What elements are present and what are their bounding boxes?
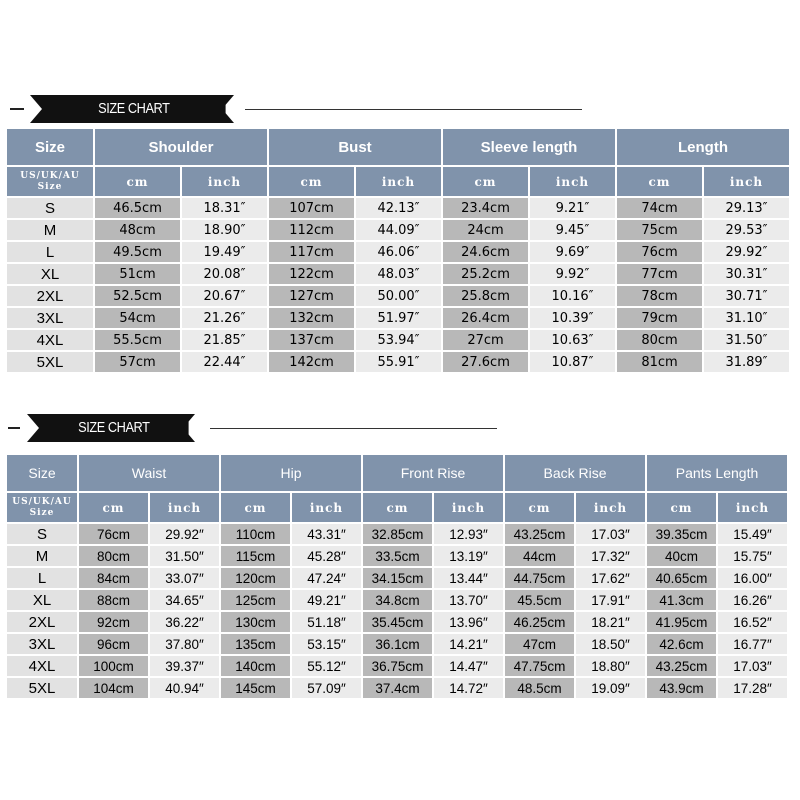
size-region-label: US/UK/AU	[20, 170, 80, 181]
size-header: Size	[7, 455, 77, 491]
inch-value-cell: 22.44″	[182, 352, 267, 372]
cm-value-cell: 104cm	[79, 678, 148, 698]
unit-header: inch	[434, 493, 503, 522]
inch-value-cell: 30.31″	[704, 264, 789, 284]
cm-value-cell: 140cm	[221, 656, 290, 676]
inch-value-cell: 46.06″	[356, 242, 441, 262]
sleeve-length-header: Sleeve length	[443, 129, 615, 165]
cm-value-cell: 81cm	[617, 352, 702, 372]
size-label-cell: 3XL	[7, 308, 93, 328]
inch-value-cell: 9.45″	[530, 220, 615, 240]
unit-header: inch	[704, 167, 789, 196]
inch-value-cell: 16.77″	[718, 634, 787, 654]
inch-value-cell: 29.13″	[704, 198, 789, 218]
inch-value-cell: 30.71″	[704, 286, 789, 306]
inch-value-cell: 31.50″	[150, 546, 219, 566]
cm-value-cell: 77cm	[617, 264, 702, 284]
unit-header: cm	[221, 493, 290, 522]
size-label-cell: XL	[7, 590, 77, 610]
inch-value-cell: 33.07″	[150, 568, 219, 588]
inch-value-cell: 29.92″	[704, 242, 789, 262]
unit-header: cm	[269, 167, 354, 196]
cm-value-cell: 135cm	[221, 634, 290, 654]
inch-value-cell: 13.44″	[434, 568, 503, 588]
inch-value-cell: 18.90″	[182, 220, 267, 240]
cm-value-cell: 80cm	[79, 546, 148, 566]
cm-value-cell: 36.1cm	[363, 634, 432, 654]
cm-value-cell: 76cm	[617, 242, 702, 262]
unit-header: cm	[363, 493, 432, 522]
cm-value-cell: 40cm	[647, 546, 716, 566]
unit-header: inch	[530, 167, 615, 196]
shoulder-header: Shoulder	[95, 129, 267, 165]
top-size-chart-banner	[0, 95, 800, 125]
inch-value-cell: 31.50″	[704, 330, 789, 350]
inch-value-cell: 13.19″	[434, 546, 503, 566]
inch-value-cell: 17.32″	[576, 546, 645, 566]
size-label-cell: 3XL	[7, 634, 77, 654]
unit-header: inch	[182, 167, 267, 196]
cm-value-cell: 57cm	[95, 352, 180, 372]
inch-value-cell: 16.00″	[718, 568, 787, 588]
cm-value-cell: 76cm	[79, 524, 148, 544]
inch-value-cell: 39.37″	[150, 656, 219, 676]
inch-value-cell: 44.09″	[356, 220, 441, 240]
cm-value-cell: 125cm	[221, 590, 290, 610]
inch-value-cell: 43.31″	[292, 524, 361, 544]
size-label-cell: 4XL	[7, 656, 77, 676]
inch-value-cell: 10.16″	[530, 286, 615, 306]
cm-value-cell: 39.35cm	[647, 524, 716, 544]
cm-value-cell: 74cm	[617, 198, 702, 218]
inch-value-cell: 48.03″	[356, 264, 441, 284]
cm-value-cell: 142cm	[269, 352, 354, 372]
cm-value-cell: 115cm	[221, 546, 290, 566]
size-label-cell: M	[7, 546, 77, 566]
inch-value-cell: 31.10″	[704, 308, 789, 328]
inch-value-cell: 57.09″	[292, 678, 361, 698]
inch-value-cell: 14.47″	[434, 656, 503, 676]
unit-header: cm	[95, 167, 180, 196]
inch-value-cell: 21.26″	[182, 308, 267, 328]
cm-value-cell: 36.75cm	[363, 656, 432, 676]
cm-value-cell: 100cm	[79, 656, 148, 676]
inch-value-cell: 13.70″	[434, 590, 503, 610]
back-rise-header: Back Rise	[505, 455, 645, 491]
inch-value-cell: 49.21″	[292, 590, 361, 610]
inch-value-cell: 9.69″	[530, 242, 615, 262]
unit-header: cm	[79, 493, 148, 522]
inch-value-cell: 18.31″	[182, 198, 267, 218]
cm-value-cell: 41.95cm	[647, 612, 716, 632]
inch-value-cell: 16.52″	[718, 612, 787, 632]
inch-value-cell: 50.00″	[356, 286, 441, 306]
inch-value-cell: 20.67″	[182, 286, 267, 306]
cm-value-cell: 117cm	[269, 242, 354, 262]
unit-header: inch	[718, 493, 787, 522]
inch-value-cell: 45.28″	[292, 546, 361, 566]
cm-value-cell: 45.5cm	[505, 590, 574, 610]
size-label-cell: S	[7, 524, 77, 544]
bust-header: Bust	[269, 129, 441, 165]
cm-value-cell: 145cm	[221, 678, 290, 698]
cm-value-cell: 130cm	[221, 612, 290, 632]
cm-value-cell: 75cm	[617, 220, 702, 240]
cm-value-cell: 27.6cm	[443, 352, 528, 372]
inch-value-cell: 10.39″	[530, 308, 615, 328]
inch-value-cell: 53.94″	[356, 330, 441, 350]
inch-value-cell: 17.03″	[576, 524, 645, 544]
size-region-header	[7, 167, 93, 196]
inch-value-cell: 55.91″	[356, 352, 441, 372]
hip-header: Hip	[221, 455, 361, 491]
cm-value-cell: 40.65cm	[647, 568, 716, 588]
size-region-label: US/UK/AU	[12, 496, 72, 507]
unit-header: cm	[443, 167, 528, 196]
cm-value-cell: 122cm	[269, 264, 354, 284]
inch-value-cell: 21.85″	[182, 330, 267, 350]
size-header: Size	[7, 129, 93, 165]
cm-value-cell: 34.8cm	[363, 590, 432, 610]
inch-value-cell: 14.21″	[434, 634, 503, 654]
cm-value-cell: 47cm	[505, 634, 574, 654]
inch-value-cell: 29.53″	[704, 220, 789, 240]
cm-value-cell: 55.5cm	[95, 330, 180, 350]
cm-value-cell: 137cm	[269, 330, 354, 350]
cm-value-cell: 34.15cm	[363, 568, 432, 588]
cm-value-cell: 23.4cm	[443, 198, 528, 218]
cm-value-cell: 25.8cm	[443, 286, 528, 306]
length-header: Length	[617, 129, 789, 165]
size-region-header	[7, 493, 77, 522]
cm-value-cell: 84cm	[79, 568, 148, 588]
inch-value-cell: 12.93″	[434, 524, 503, 544]
size-label-cell: L	[7, 242, 93, 262]
cm-value-cell: 127cm	[269, 286, 354, 306]
cm-value-cell: 96cm	[79, 634, 148, 654]
cm-value-cell: 43.25cm	[647, 656, 716, 676]
size-label-cell: M	[7, 220, 93, 240]
cm-value-cell: 43.9cm	[647, 678, 716, 698]
cm-value-cell: 27cm	[443, 330, 528, 350]
cm-value-cell: 107cm	[269, 198, 354, 218]
unit-header: inch	[356, 167, 441, 196]
banner-rule	[245, 109, 582, 110]
cm-value-cell: 32.85cm	[363, 524, 432, 544]
banner-right-notch	[222, 95, 234, 123]
inch-value-cell: 14.72″	[434, 678, 503, 698]
inch-value-cell: 13.96″	[434, 612, 503, 632]
inch-value-cell: 17.03″	[718, 656, 787, 676]
inch-value-cell: 18.50″	[576, 634, 645, 654]
cm-value-cell: 78cm	[617, 286, 702, 306]
inch-value-cell: 9.92″	[530, 264, 615, 284]
inch-value-cell: 36.22″	[150, 612, 219, 632]
cm-value-cell: 25.2cm	[443, 264, 528, 284]
cm-value-cell: 52.5cm	[95, 286, 180, 306]
size-label-cell: S	[7, 198, 93, 218]
inch-value-cell: 17.28″	[718, 678, 787, 698]
inch-value-cell: 37.80″	[150, 634, 219, 654]
inch-value-cell: 15.49″	[718, 524, 787, 544]
inch-value-cell: 51.18″	[292, 612, 361, 632]
cm-value-cell: 88cm	[79, 590, 148, 610]
cm-value-cell: 49.5cm	[95, 242, 180, 262]
size-label-cell: 4XL	[7, 330, 93, 350]
size-label-cell: 2XL	[7, 612, 77, 632]
inch-value-cell: 17.62″	[576, 568, 645, 588]
banner-right-notch	[183, 414, 195, 442]
banner-title: SIZE CHART	[42, 95, 226, 123]
size-label-cell: 2XL	[7, 286, 93, 306]
cm-value-cell: 51cm	[95, 264, 180, 284]
cm-value-cell: 132cm	[269, 308, 354, 328]
cm-value-cell: 112cm	[269, 220, 354, 240]
waist-header: Waist	[79, 455, 219, 491]
inch-value-cell: 15.75″	[718, 546, 787, 566]
inch-value-cell: 29.92″	[150, 524, 219, 544]
unit-header: inch	[150, 493, 219, 522]
unit-header: inch	[576, 493, 645, 522]
inch-value-cell: 10.63″	[530, 330, 615, 350]
inch-value-cell: 42.13″	[356, 198, 441, 218]
cm-value-cell: 37.4cm	[363, 678, 432, 698]
banner-rule	[210, 428, 497, 429]
cm-value-cell: 54cm	[95, 308, 180, 328]
banner-dash	[10, 108, 24, 110]
cm-value-cell: 44cm	[505, 546, 574, 566]
cm-value-cell: 46.25cm	[505, 612, 574, 632]
inch-value-cell: 51.97″	[356, 308, 441, 328]
cm-value-cell: 24.6cm	[443, 242, 528, 262]
banner-left-notch	[27, 414, 39, 442]
cm-value-cell: 80cm	[617, 330, 702, 350]
front-rise-header: Front Rise	[363, 455, 503, 491]
cm-value-cell: 43.25cm	[505, 524, 574, 544]
pants-length-header: Pants Length	[647, 455, 787, 491]
cm-value-cell: 42.6cm	[647, 634, 716, 654]
banner-left-notch	[30, 95, 42, 123]
banner-dash	[8, 427, 20, 429]
inch-value-cell: 10.87″	[530, 352, 615, 372]
unit-header: inch	[292, 493, 361, 522]
cm-value-cell: 48.5cm	[505, 678, 574, 698]
cm-value-cell: 92cm	[79, 612, 148, 632]
size-label-cell: 5XL	[7, 678, 77, 698]
inch-value-cell: 53.15″	[292, 634, 361, 654]
cm-value-cell: 110cm	[221, 524, 290, 544]
unit-header: cm	[617, 167, 702, 196]
inch-value-cell: 9.21″	[530, 198, 615, 218]
top-size-table	[7, 129, 789, 372]
cm-value-cell: 48cm	[95, 220, 180, 240]
unit-header: cm	[505, 493, 574, 522]
cm-value-cell: 26.4cm	[443, 308, 528, 328]
inch-value-cell: 16.26″	[718, 590, 787, 610]
inch-value-cell: 20.08″	[182, 264, 267, 284]
cm-value-cell: 46.5cm	[95, 198, 180, 218]
unit-header: cm	[647, 493, 716, 522]
cm-value-cell: 47.75cm	[505, 656, 574, 676]
cm-value-cell: 120cm	[221, 568, 290, 588]
cm-value-cell: 24cm	[443, 220, 528, 240]
bottom-size-chart-banner	[0, 414, 800, 444]
size-region-sublabel: Size	[37, 181, 63, 192]
inch-value-cell: 19.49″	[182, 242, 267, 262]
size-region-sublabel: Size	[29, 507, 55, 518]
inch-value-cell: 18.21″	[576, 612, 645, 632]
size-label-cell: L	[7, 568, 77, 588]
inch-value-cell: 19.09″	[576, 678, 645, 698]
size-label-cell: XL	[7, 264, 93, 284]
cm-value-cell: 79cm	[617, 308, 702, 328]
inch-value-cell: 55.12″	[292, 656, 361, 676]
cm-value-cell: 35.45cm	[363, 612, 432, 632]
inch-value-cell: 17.91″	[576, 590, 645, 610]
inch-value-cell: 31.89″	[704, 352, 789, 372]
cm-value-cell: 41.3cm	[647, 590, 716, 610]
inch-value-cell: 40.94″	[150, 678, 219, 698]
banner-title: SIZE CHART	[39, 414, 189, 442]
size-label-cell: 5XL	[7, 352, 93, 372]
cm-value-cell: 44.75cm	[505, 568, 574, 588]
cm-value-cell: 33.5cm	[363, 546, 432, 566]
bottom-size-table	[7, 455, 787, 698]
inch-value-cell: 18.80″	[576, 656, 645, 676]
inch-value-cell: 47.24″	[292, 568, 361, 588]
inch-value-cell: 34.65″	[150, 590, 219, 610]
